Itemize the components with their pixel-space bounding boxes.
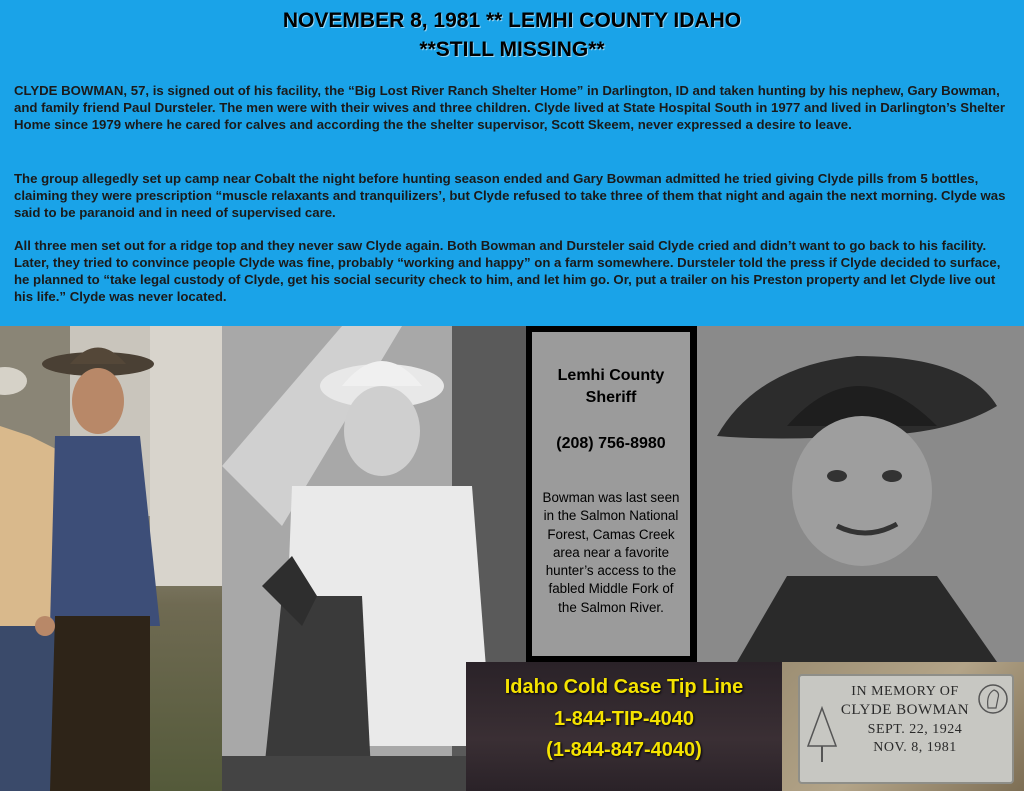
page-title: NOVEMBER 8, 1981 ** LEMHI COUNTY IDAHO <box>282 9 742 32</box>
photo-two-men-illustration <box>0 326 222 791</box>
story-paragraph-2: The group allegedly set up camp near Cobalt the night before hunting season ended and Gary Bowman admitted he tried giving Clyde pills from 5 bottles, claiming they were prescription “muscle relaxants and tranquilizers’, but Clyde refused to take three of them that night and again the next morning. Clyde was said to be paranoid and in need of supervised care. <box>14 171 1006 220</box>
photo-portrait-illustration <box>697 326 1024 662</box>
tip-line-number: 1-844-TIP-4040 <box>553 708 695 730</box>
gravestone <box>798 674 1014 784</box>
gravestone-line-1: IN MEMORY OF <box>851 684 959 699</box>
sheriff-label-2: Sheriff <box>585 389 637 406</box>
sheriff-label: Lemhi County <box>557 367 665 384</box>
header-panel <box>0 0 1024 326</box>
tip-line-box <box>466 662 782 791</box>
sheriff-info-box <box>526 326 697 662</box>
tip-line-numeric: (1-844-847-4040) <box>546 739 702 761</box>
page-subtitle: **STILL MISSING** <box>419 38 605 61</box>
photo-two-men <box>0 326 222 791</box>
photo-portrait <box>697 326 1024 662</box>
last-seen-text: Bowman was last seen in the Salmon National Forest, Camas Creek area near a favorite hunter’s access to the fabled Middle Fork of the Salmon River. <box>542 490 680 615</box>
tip-line-title: Idaho Cold Case Tip Line <box>504 676 744 698</box>
sheriff-info-panel <box>532 332 690 656</box>
story-paragraph-3: All three men set out for a ridge top and they never saw Clyde again. Both Bowman and Dursteler said Clyde cried and didn’t want to go back to his facility. Later, they tried to convince people Clyde was fine, probably “working and happy” on a farm somewhere. Dursteler told the press if Clyde decided to surface, he planned to “take legal custody of Clyde, get his social security check to him, and let him go. Or, put a trailer on his Preston property and let Clyde live out his life.” Clyde was never located. <box>14 238 1001 304</box>
sheriff-phone: (208) 756-8980 <box>556 435 666 452</box>
story-paragraph-1: CLYDE BOWMAN, 57, is signed out of his facility, the “Big Lost River Ranch Shelter Home” in Darlington, ID and taken hunting by his nephew, Gary Bowman, and family friend Paul Dursteler. The men were with their wives and three children. Clyde lived at State Hospital South in 1977 and lived in Darlington’s Shelter Home since 1979 where he cared for calves and according the the shelter supervisor, Scott Skeem, never expressed a desire to leave. <box>14 83 1006 132</box>
gravestone-birth: SEPT. 22, 1924 <box>867 722 963 737</box>
photo-grave-marker <box>782 662 1024 791</box>
horse-head-icon <box>978 682 1008 716</box>
gravestone-death: NOV. 8, 1981 <box>873 740 957 755</box>
gravestone-name: CLYDE BOWMAN <box>840 702 970 718</box>
